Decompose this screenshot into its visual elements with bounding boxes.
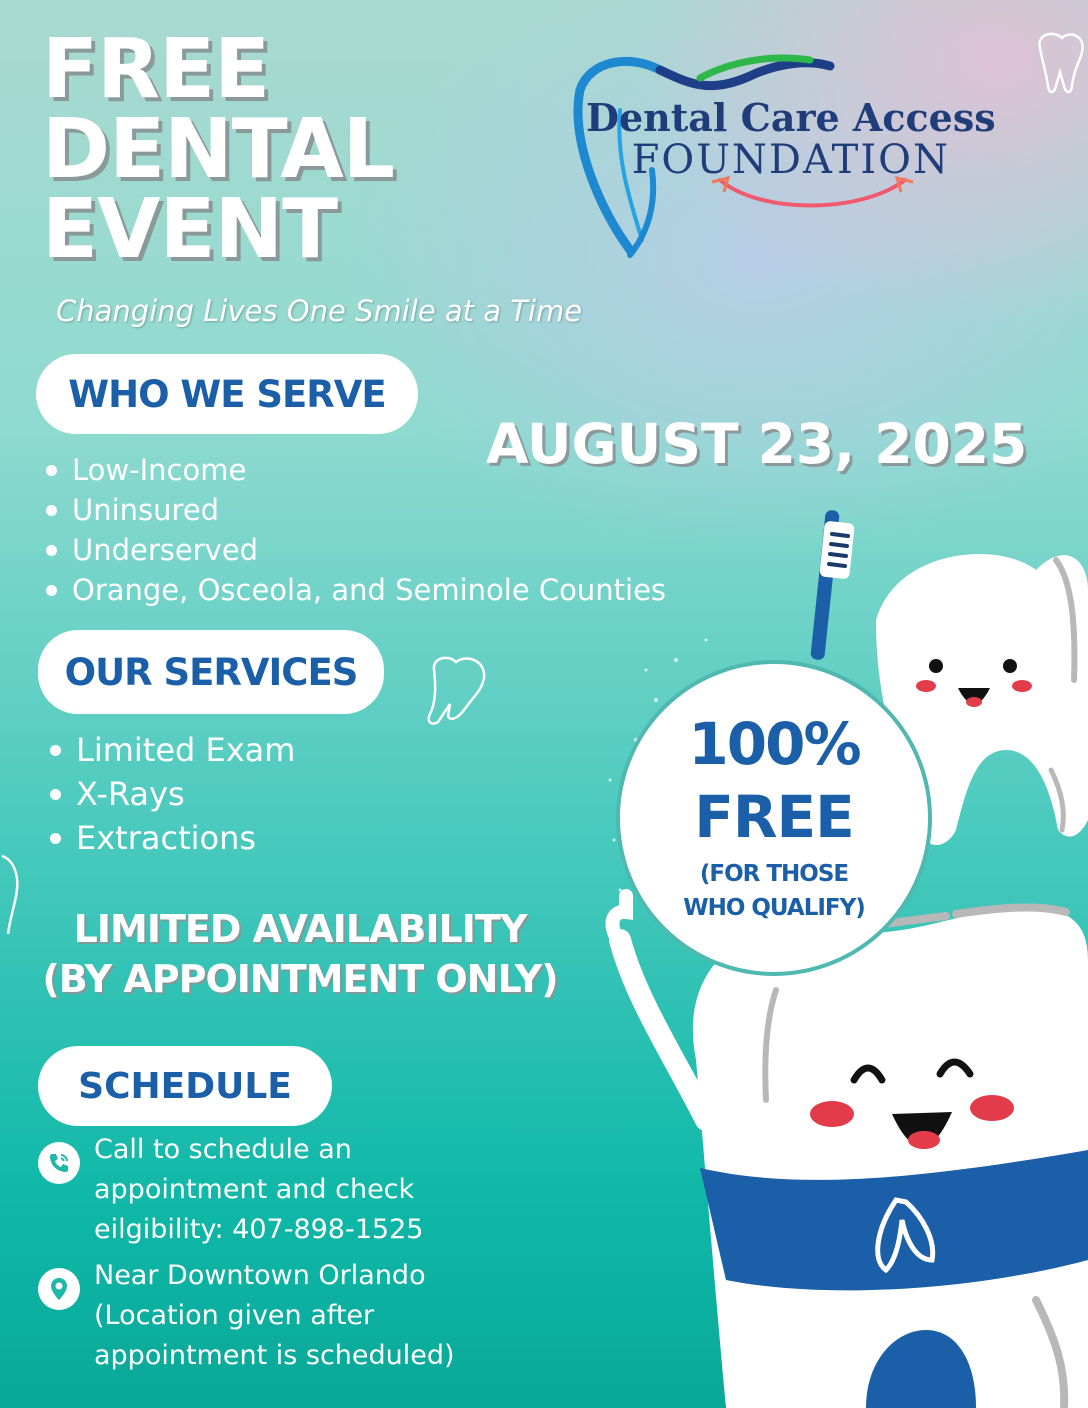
who-we-serve-list: [40, 450, 666, 610]
services-list: [44, 728, 295, 860]
list-item: Underserved: [40, 530, 666, 570]
event-title: [42, 22, 394, 277]
phone-text: [94, 1130, 423, 1250]
event-date: AUGUST 23, 2025: [486, 412, 1028, 476]
schedule-heading: SCHEDULE: [38, 1046, 332, 1126]
phone-icon: [38, 1142, 80, 1184]
list-item: Low-Income: [40, 450, 666, 490]
availability-notice: [20, 904, 580, 1004]
list-item: Uninsured: [40, 490, 666, 530]
tooth-outline-icon: [414, 650, 504, 740]
tagline: Changing Lives One Smile at a Time: [56, 294, 583, 328]
badge-qualifier: WHO QUALIFY): [683, 895, 865, 921]
list-item: X-Rays: [44, 772, 295, 816]
logo-subname: FOUNDATION: [631, 137, 950, 183]
list-item: Orange, Osceola, and Seminole Counties: [40, 570, 666, 610]
badge-qualifier: (FOR THOSE: [699, 861, 849, 887]
our-services-heading: OUR SERVICES: [38, 630, 384, 714]
title-line: FREE: [42, 22, 270, 117]
free-badge: [616, 660, 932, 976]
contact-line: appointment is scheduled): [94, 1340, 455, 1371]
title-line: DENTAL: [42, 102, 394, 197]
contact-line: appointment and check: [94, 1174, 415, 1205]
list-item: Extractions: [44, 816, 295, 860]
badge-percent: 100%: [688, 710, 860, 778]
contact-line: Call to schedule an: [94, 1134, 352, 1165]
title-line: EVENT: [42, 182, 338, 277]
availability-line: LIMITED AVAILABILITY: [73, 907, 527, 951]
who-we-serve-heading: WHO WE SERVE: [36, 354, 418, 434]
tooth-outline-icon: [1030, 28, 1088, 104]
badge-free: FREE: [694, 783, 854, 851]
foundation-logo: [586, 95, 996, 183]
location-text: [94, 1256, 455, 1376]
map-pin-icon: [38, 1268, 80, 1310]
contact-line: eilgibility: 407-898-1525: [94, 1214, 424, 1245]
phone-contact: [38, 1130, 468, 1250]
location-contact: [38, 1256, 508, 1376]
contact-line: Near Downtown Orlando: [94, 1260, 426, 1291]
logo-name: Dental Care Access: [586, 95, 996, 140]
availability-line: (BY APPOINTMENT ONLY): [42, 957, 558, 1001]
list-item: Limited Exam: [44, 728, 295, 772]
contact-line: (Location given after: [94, 1300, 375, 1331]
